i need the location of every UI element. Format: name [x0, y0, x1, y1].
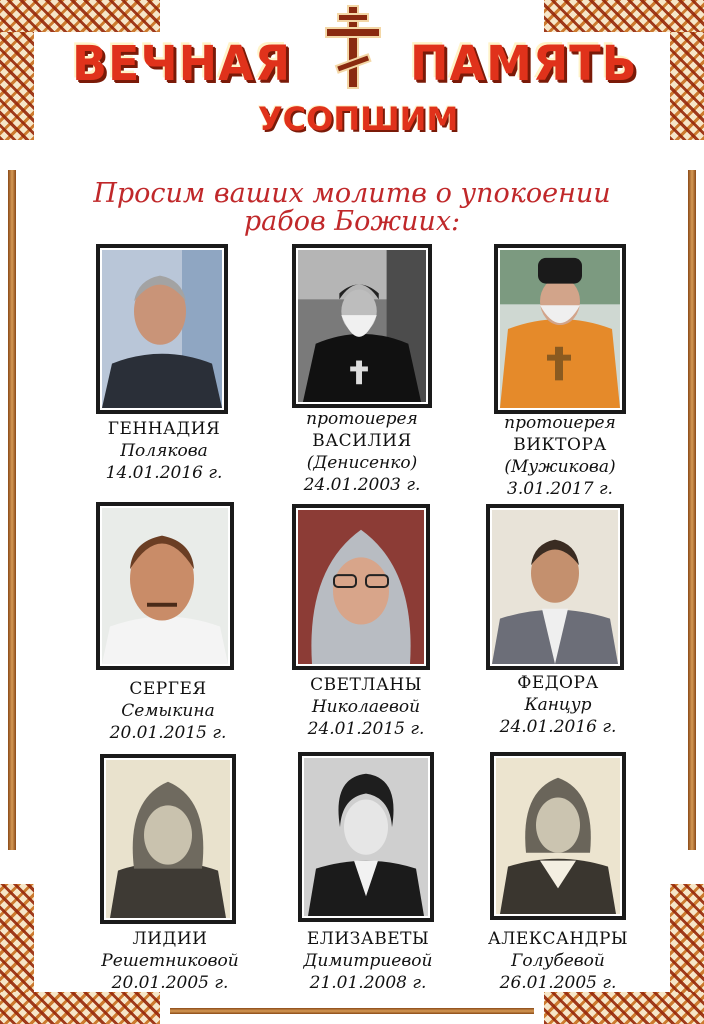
orthodox-cross-icon: [322, 4, 384, 90]
person-surname: (Мужикова): [504, 457, 616, 477]
caption: [468, 672, 648, 738]
portrait-photo: [96, 502, 234, 670]
portrait-photo: [292, 504, 430, 670]
person-name: ГЕННАДИЯ: [107, 419, 221, 439]
repose-date: 26.01.2005 г.: [499, 973, 617, 993]
portrait-photo: [298, 752, 434, 922]
caption: [272, 408, 452, 496]
repose-date: 3.01.2017 г.: [507, 479, 613, 499]
caption: [78, 678, 258, 744]
portrait-photo: [486, 504, 624, 670]
prayer-line-2: рабов Божиих:: [243, 206, 461, 237]
portrait-photo: [292, 244, 432, 408]
person-surname: Полякова: [120, 441, 208, 461]
portrait-photo: [96, 244, 228, 414]
repose-date: 24.01.2015 г.: [307, 719, 425, 739]
person-name: ФЕДОРА: [517, 673, 599, 693]
ornament-bottom-left-h: [0, 992, 160, 1024]
portrait-photo: [490, 752, 626, 920]
person-name: СЕРГЕЯ: [129, 679, 207, 699]
repose-date: 20.01.2005 г.: [111, 973, 229, 993]
ornament-bottom-right-h: [544, 992, 704, 1024]
person-surname: Семыкина: [121, 701, 215, 721]
clergy-rank: протоиерея: [504, 413, 616, 433]
repose-date: 14.01.2016 г.: [105, 463, 223, 483]
person-name: ВИКТОРА: [513, 435, 607, 455]
subtitle: УСОПШИМ: [258, 100, 459, 138]
caption: [468, 928, 648, 994]
caption: [74, 418, 254, 484]
prayer-line-1: Просим ваших молитв о упокоении: [93, 178, 611, 209]
caption: [470, 412, 650, 500]
frame-left-bar: [8, 170, 16, 850]
frame-right-bar: [688, 170, 696, 850]
repose-date: 20.01.2015 г.: [109, 723, 227, 743]
person-name: ВАСИЛИЯ: [312, 431, 412, 451]
title-left: ВЕЧНАЯ: [72, 34, 292, 92]
caption: [276, 674, 456, 740]
portrait-photo: [100, 754, 236, 924]
person-surname: Николаевой: [311, 697, 421, 717]
person-name: СВЕТЛАНЫ: [310, 675, 422, 695]
ornament-top-left-h: [0, 0, 160, 32]
caption: [278, 928, 458, 994]
ornament-top-right-h: [544, 0, 704, 32]
repose-date: 21.01.2008 г.: [309, 973, 427, 993]
repose-date: 24.01.2016 г.: [499, 717, 617, 737]
person-surname: Канцур: [524, 695, 592, 715]
portrait-photo: [494, 244, 626, 414]
person-surname: Димитриевой: [303, 951, 433, 971]
title-right: ПАМЯТЬ: [410, 34, 638, 92]
frame-bottom-bar: [170, 1008, 534, 1014]
person-surname: Решетниковой: [101, 951, 239, 971]
person-name: ЛИДИИ: [132, 929, 208, 949]
person-name: ЕЛИЗАВЕТЫ: [306, 929, 430, 949]
clergy-rank: протоиерея: [306, 409, 418, 429]
person-surname: (Денисенко): [306, 453, 418, 473]
person-name: АЛЕКСАНДРЫ: [487, 929, 629, 949]
person-surname: Голубевой: [511, 951, 605, 971]
repose-date: 24.01.2003 г.: [303, 475, 421, 495]
caption: [80, 928, 260, 994]
